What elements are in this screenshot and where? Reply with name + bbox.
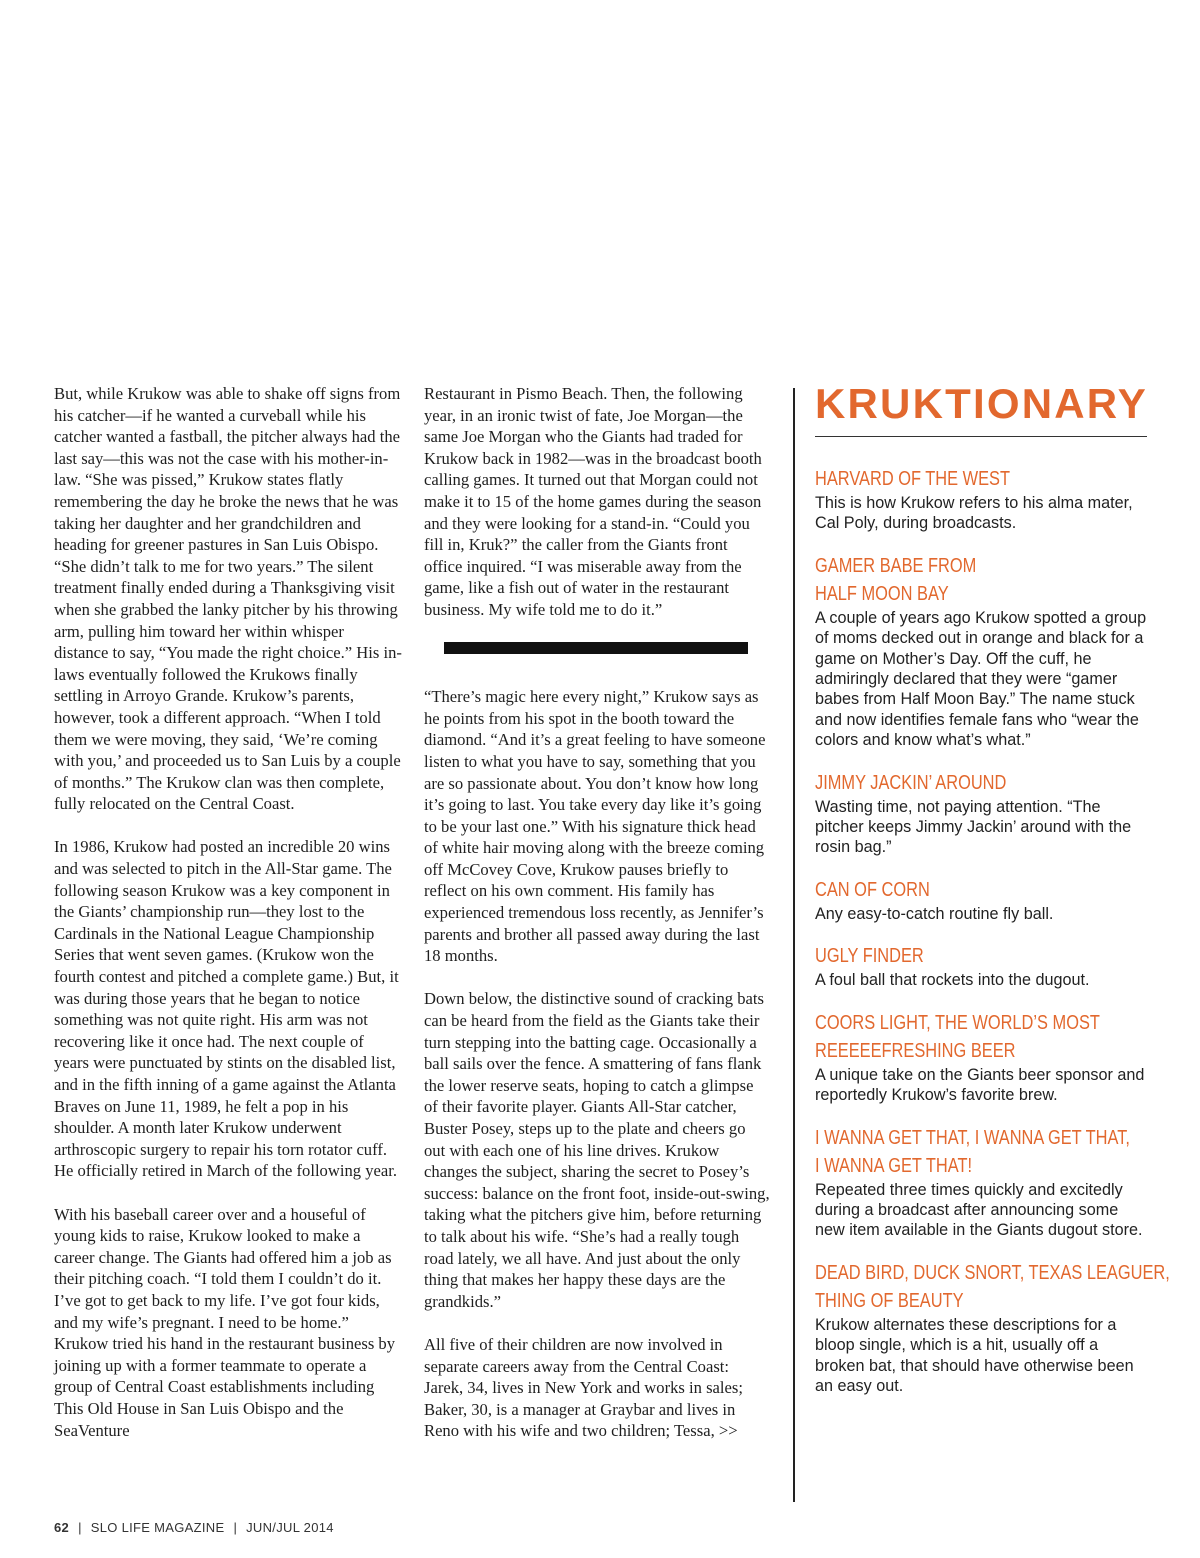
glossary-term: I WANNA GET THAT, I WANNA GET THAT, xyxy=(815,1126,1130,1149)
publication-name: SLO LIFE MAGAZINE xyxy=(90,1520,225,1535)
glossary-definition: Krukow alternates these descriptions for a bloop single, which is a hit, usually off a broken bat, that should have otherwise been an easy out. xyxy=(815,1315,1134,1395)
glossary-entry xyxy=(815,552,1147,751)
glossary-term: CAN OF CORN xyxy=(815,878,930,901)
glossary-list xyxy=(815,465,1170,1396)
glossary-term: REEEEEFRESHING BEER xyxy=(815,1039,1016,1062)
page-footer xyxy=(54,1520,334,1535)
glossary-term: HALF MOON BAY xyxy=(815,582,949,605)
sidebar-title: KRUKTIONARY xyxy=(815,380,1147,437)
article-paragraph: With his baseball career over and a houseful of young kids to raise, Krukow looked to make a career change. The Giants had offered him a job as their pitching coach. “I told them I couldn’t do it. I’ve got to get back to my life. I’ve got four kids, and my wife’s pregnant. I need to be home.” Krukow tried his hand in the restaurant business by joining up with a former teammate to operate a group of Central Coast establishments including This Old House in San Luis Obispo and the SeaVenture xyxy=(54,1204,396,1440)
glossary-term: UGLY FINDER xyxy=(815,945,924,968)
sidebar-divider xyxy=(793,388,795,1502)
glossary-definition: Any easy-to-catch routine fly ball. xyxy=(815,904,1054,923)
glossary-term: DEAD BIRD, DUCK SNORT, TEXAS LEAGUER, xyxy=(815,1261,1170,1284)
glossary-entry xyxy=(815,1259,1170,1397)
article-paragraph: All five of their children are now involved in separate careers away from the Central Coast: Jarek, 34, lives in New York and works in sales; Baker, 30, is a manager at Graybar and lives in Reno with his wife and two children; Tessa, >> xyxy=(424,1334,743,1441)
article-paragraph: In 1986, Krukow had posted an incredible 20 wins and was selected to pitch in the All-Star game. The following season Krukow was a key component in the Giants’ championship run—they lost to the Cardinals in the National League Championship Series that went seven games. (Krukow won the fourth contest and pitched a complete game.) But, it was during those years that he began to notice something was not quite right. His arm was not recovering like it once had. The next couple of years were punctuated by stints on the disabled list, and in the fifth inning of a game against the Atlanta Braves on June 11, 1989, he felt a pop in his shoulder. A month later Krukow underwent arthroscopic surgery to repair his torn rotator cuff. He officially retired in March of the following year. xyxy=(54,837,399,1181)
article-paragraph: “There’s magic here every night,” Krukow says as he points from his spot in the booth toward the diamond. “And it’s a great feeling to have someone listen to what you have to say, something that you are so passionate about. You don’t know how long it’s going to last. You take every day like it’s going to be your last one.” With his signature thick head of white hair moving along with the breeze coming off McCovey Cove, Krukow pauses briefly to reflect on his own comment. His family has experienced tremendous loss recently, as Jennifer’s parents and brother all passed away during the last 18 months. xyxy=(424,687,766,966)
glossary-term: I WANNA GET THAT! xyxy=(815,1154,973,1177)
article-paragraph: But, while Krukow was able to shake off signs from his catcher—if he wanted a curveball while his catcher wanted a fastball, the pitcher always had the last say—this was not the case with his mother-in-law. “She was pissed,” Krukow states flatly remembering the day he broke the news that he was taking her daughter and her grandchildren and heading for greener pastures in San Luis Obispo. “She didn’t talk to me for two years.” The silent treatment finally ended during a Thanksgiving visit when she grabbed the lanky pitcher by his throwing arm, pulling him toward her within whisper distance to say, “You made the right choice.” His in-laws eventually followed the Krukows finally settling in Arroyo Grande. Krukow’s parents, however, took a different approach. “When I told them we were moving, they said, ‘We’re coming with you,’ and proceeded us to San Luis by a couple of months.” The Krukow clan was then complete, fully relocated on the Central Coast. xyxy=(54,384,402,814)
glossary-entry xyxy=(815,1009,1147,1106)
glossary-term: HARVARD OF THE WEST xyxy=(815,468,1011,490)
glossary-definition: A couple of years ago Krukow spotted a group of moms decked out in orange and black for a game on Mother’s Day. Off the cuff, he admiringly declared that they were “gamer babes from Half Moon Bay.” The name stuck and now identifies female fans who “wear the colors and know what’s what.” xyxy=(815,608,1147,750)
glossary-entry xyxy=(815,876,1147,924)
glossary-term: THING OF BEAUTY xyxy=(815,1289,964,1312)
glossary-term: GAMER BABE FROM xyxy=(815,554,977,577)
glossary-definition: A unique take on the Giants beer sponsor and reportedly Krukow’s favorite brew. xyxy=(815,1065,1145,1105)
glossary-entry xyxy=(815,1124,1147,1241)
issue-date: JUN/JUL 2014 xyxy=(246,1520,334,1535)
glossary-definition: Repeated three times quickly and excitedly during a broadcast after announcing some new item available in the Giants dugout store. xyxy=(815,1180,1143,1240)
glossary-term: JIMMY JACKIN’ AROUND xyxy=(815,771,1007,794)
glossary-term: COORS LIGHT, THE WORLD’S MOST xyxy=(815,1011,1100,1034)
footer-separator: | xyxy=(78,1520,82,1535)
glossary-entry xyxy=(815,465,1147,534)
section-divider-bar xyxy=(444,642,748,654)
article-paragraph: Restaurant in Pismo Beach. Then, the following year, in an ironic twist of fate, Joe Morgan—the same Joe Morgan who the Giants had traded for Krukow back in 1982—was in the broadcast booth calling games. It turned out that Morgan could not make it to 15 of the home games during the season and they were looking for a stand-in. “Could you fill in, Kruk?” the caller from the Giants front office inquired. “I was miserable away from the game, like a fish out of water in the restaurant business. My wife told me to do it.” xyxy=(424,384,762,619)
page-number: 62 xyxy=(54,1520,70,1535)
glossary-entry xyxy=(815,942,1147,990)
glossary-definition: This is how Krukow refers to his alma mater, Cal Poly, during broadcasts. xyxy=(815,494,1133,533)
footer-separator: | xyxy=(233,1520,238,1535)
glossary-definition: Wasting time, not paying attention. “The pitcher keeps Jimmy Jackin’ around with the rosin bag.” xyxy=(815,797,1132,857)
glossary-definition: A foul ball that rockets into the dugout. xyxy=(815,971,1090,990)
glossary-entry xyxy=(815,769,1147,858)
kruktionary-sidebar xyxy=(815,380,1170,1414)
article-column-2 xyxy=(424,383,770,1464)
article-column-1 xyxy=(54,383,402,1463)
article-paragraph: Down below, the distinctive sound of cracking bats can be heard from the field as the Giants take their turn stepping into the batting cage. Occasionally a ball sails over the fence. A smattering of fans flank the lower reserve seats, hoping to catch a glimpse of their favorite player. Giants All-Star catcher, Buster Posey, steps up to the plate and cheers go out with each one of his line drives. Krukow changes the subject, sharing the secret to Posey’s success: balance on the front foot, inside-out-swing, taking what the pitchers give him, before returning to talk about his wife. “She’s had a really tough road lately, we all have. And just about the only thing that makes her happy these days are the grandkids.” xyxy=(424,989,770,1311)
